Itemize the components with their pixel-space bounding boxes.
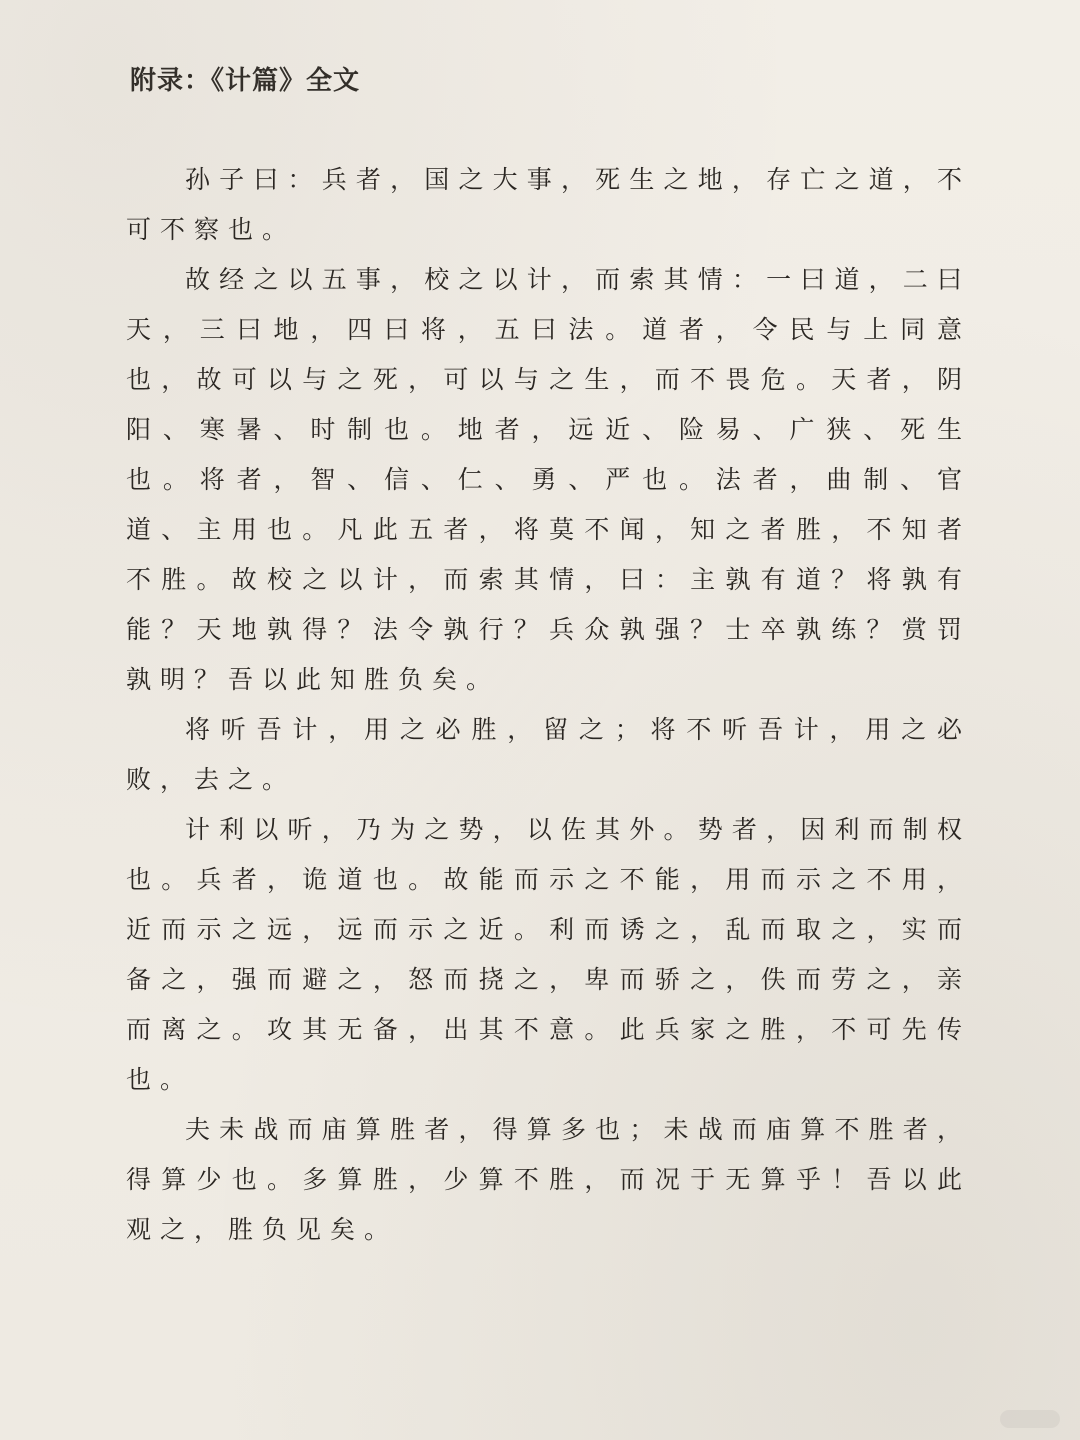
document-body xyxy=(126,155,971,1255)
paragraph-five-factors: 故经之以五事，校之以计，而索其情：一曰道，二曰天，三曰地，四曰将，五曰法。道者，令民与上同意也，故可以与之死，可以与之生，而不畏危。天者，阴阳、寒暑、时制也。地者，远近、险易、广狭、死生也。将者，智、信、仁、勇、严也。法者，曲制、官道、主用也。凡此五者，将莫不闻，知之者胜，不知者不胜。故校之以计，而索其情，曰：主孰有道？将孰有能？天地孰得？法令孰行？兵众孰强？士卒孰练？赏罚孰明？吾以此知胜负矣。 xyxy=(126,265,971,694)
paper-scuff-mark xyxy=(1000,1410,1060,1428)
paragraph-heed-plans: 将听吾计，用之必胜，留之；将不听吾计，用之必败，去之。 xyxy=(126,715,971,794)
paragraph-intro: 孙子曰：兵者，国之大事，死生之地，存亡之道，不可不察也。 xyxy=(126,165,971,244)
page-title: 附录：《计篇》全文 xyxy=(130,66,361,96)
paragraph-deception: 计利以听，乃为之势，以佐其外。势者，因利而制权也。兵者，诡道也。故能而示之不能，用而示之不用，近而示之远，远而示之近。利而诱之，乱而取之，实而备之，强而避之，怒而挠之，卑而骄之，佚而劳之，亲而离之。攻其无备，出其不意。此兵家之胜，不可先传也。 xyxy=(126,815,971,1094)
paragraph-calculations: 夫未战而庙算胜者，得算多也；未战而庙算不胜者，得算少也。多算胜，少算不胜，而况于无算乎！吾以此观之，胜负见矣。 xyxy=(126,1115,971,1244)
